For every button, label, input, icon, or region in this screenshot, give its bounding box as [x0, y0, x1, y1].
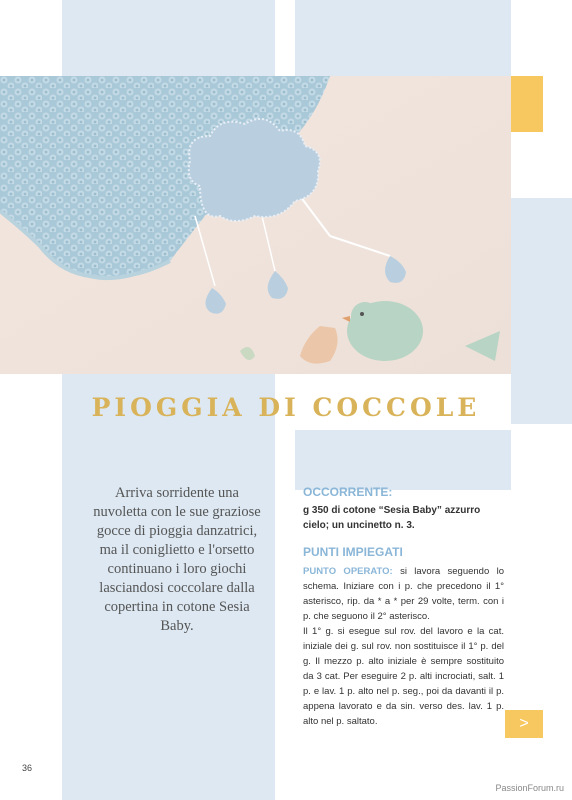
accent-bar [511, 76, 543, 132]
instructions-body [303, 564, 504, 729]
article-title: PIOGGIA DI COCCOLE [91, 393, 481, 422]
occorrente-text: g 350 di cotone “Sesia Baby” azzurro cielo; un uncinetto n. 3. [303, 505, 481, 531]
punto-operato-paragraph [303, 564, 504, 624]
occorrente-heading: OCCORRENTE: [303, 485, 393, 499]
intro-text: Arriva sorridente una nuvoletta con le sue graziose gocce di pioggia danzatrici, ma il coniglietto e l'orsetto continuano i loro giochi lasciandosi coccolare dalla copertina in cotone Sesia Baby. [93, 485, 261, 634]
bg-panel-right-lower [295, 430, 511, 490]
watermark-credit: PassionForum.ru [495, 783, 564, 793]
next-page-arrow[interactable]: > [505, 710, 543, 738]
instructions-paragraph: Il 1° g. si esegue sul rov. del lavoro e la cat. iniziale dei g. sul rov. non sostituisce il 1° p. del g. Il mezzo p. alto iniziale è sempre sostituito da 3 cat. Per eseguire 2 p. alti incrociati, salt. 1 p. e lav. 1 p. alto nel p. seg., poi da davanti il p. appena lavorato e da sin. verso des. lav. 1 p. alto nel p. saltato. [303, 626, 504, 727]
bg-panel-right-top [295, 0, 511, 76]
punti-heading: PUNTI IMPIEGATI [303, 545, 403, 559]
page-number: 36 [22, 763, 33, 773]
bg-panel-right [511, 198, 572, 424]
blanket-cloud-photo [0, 76, 511, 374]
punto-operato-label: PUNTO OPERATO: [303, 566, 393, 577]
punto-operato-text: si lavora seguendo lo schema. Iniziare con i p. che precedono il 1° asterisco, rip. da * a * per 29 volte, term. con i p. che seguono il 2° asterisco. [303, 566, 504, 622]
hero-photo [0, 76, 511, 374]
